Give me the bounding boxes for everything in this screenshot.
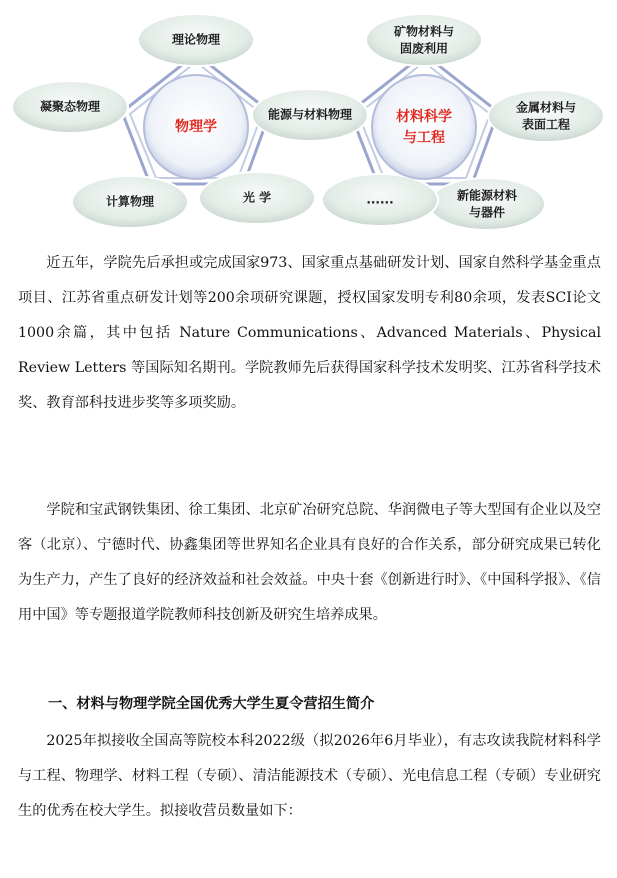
node-label-line2: 与器件 xyxy=(468,205,506,220)
node-label-line2: 表面工程 xyxy=(521,117,571,132)
node-label: 理论物理 xyxy=(171,32,221,47)
node-mineral-materials xyxy=(366,14,482,66)
center-materials-science xyxy=(372,75,476,179)
node-theoretical-physics xyxy=(138,14,254,66)
node-label: 凝聚态物理 xyxy=(39,99,101,114)
node-new-energy-materials xyxy=(429,178,545,230)
node-energy-materials-physics xyxy=(252,89,368,141)
discipline-diagram xyxy=(0,0,617,240)
node-label-line1: 金属材料与 xyxy=(515,100,577,115)
node-metal-materials xyxy=(488,90,604,142)
section-heading: 一、材料与物理学院全国优秀大学生夏令营招生简介 xyxy=(48,696,375,712)
paragraph-research: 近五年，学院先后承担或完成国家973、国家重点基础研发计划、国家自然科学基金重点项目、江苏省重点研发计划等200余项研究课题，授权国家发明专利80余项，发表SCI论文1000余篇，其中包括 Nature Communications、Advanced Materials、Physical Review Letters 等国际知名期刊。学院教师先后获得国家科学技术发明奖、江苏省科学技术奖、教育部科技进步奖等多项奖励。 xyxy=(18,255,601,411)
node-more xyxy=(322,174,438,226)
node-label-line1: 新能源材料 xyxy=(456,188,518,203)
node-optics xyxy=(199,172,315,224)
node-condensed-matter xyxy=(12,81,128,133)
center-label: 物理学 xyxy=(175,119,217,135)
center-physics xyxy=(144,75,248,179)
node-label: 光 学 xyxy=(242,190,272,205)
node-label: 能源与材料物理 xyxy=(267,107,353,122)
node-label: ...... xyxy=(366,192,394,207)
node-label: 计算物理 xyxy=(105,194,155,209)
center-label-line1: 材料科学 xyxy=(396,109,452,125)
paragraph-cooperation: 学院和宝武钢铁集团、徐工集团、北京矿冶研究总院、华润微电子等大型国有企业以及空客（北京）、宁德时代、协鑫集团等世界知名企业具有良好的合作关系，部分研究成果已转化为生产力，产生了良好的经济效益和社会效益。中央十套《创新进行时》、《中国科学报》、《信用中国》等专题报道学院教师科技创新及研究生培养成果。 xyxy=(18,502,601,623)
center-label-line2: 与工程 xyxy=(403,130,445,146)
node-computational-physics xyxy=(72,176,188,228)
node-label-line2: 固废利用 xyxy=(399,41,449,56)
node-label-line1: 矿物材料与 xyxy=(393,24,455,39)
paragraph-admission: 2025年拟接收全国高等院校本科2022级（拟2026年6月毕业），有志攻读我院材料科学与工程、物理学、材料工程（专硕）、清洁能源技术（专硕）、光电信息工程（专硕）专业研究生的优秀在校大学生。拟接收营员数量如下： xyxy=(18,733,601,819)
